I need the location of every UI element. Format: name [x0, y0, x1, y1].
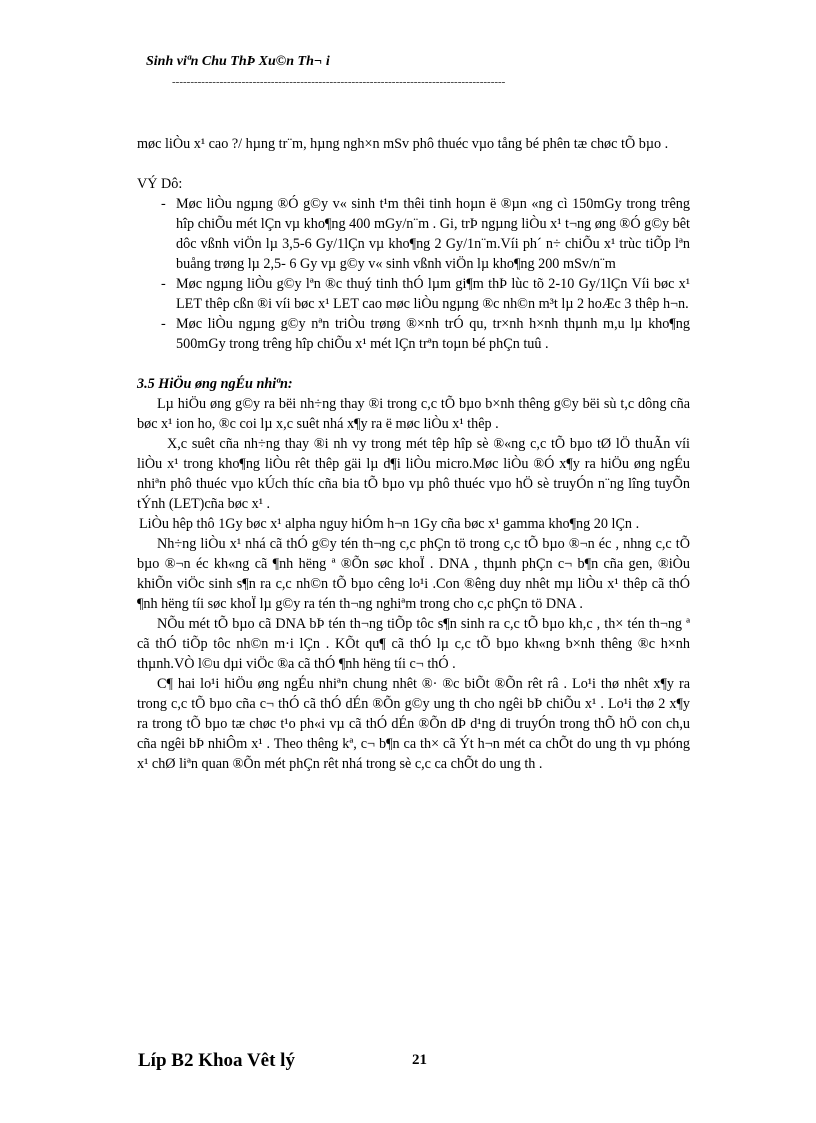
list-item: - Møc liÒu ngµng g©y nªn triÒu trøng ®×nh trÓ qu, tr×nh h×nh thµnh m,u lµ kho¶ng 500mGy trong trêng hîp chiÕu x¹ mét lÇn trªn toµn bé phÇn tuû . — [137, 314, 690, 354]
header-author: Sinh viªn Chu ThÞ Xu©n Th¬ i — [146, 54, 330, 69]
body-paragraph: C¶ hai lo¹i hiÖu øng ngÉu nhiªn chung nhêt ®· ®c biÕt ®Õn rêt râ . Lo¹i thø nhêt x¶y ra trong c,c tÕ bµo cña c¬ thÓ cã thÓ dÉn ®Õn g©y ung th cho ngêi bÞ chiÕu x¹ . Lo¹i thø 2 x¶y ra trong tÕ bµo tæ chøc t¹o ph«i vµ cã thÓ dÉn ®Õn dÞ d¹ng di truyÓn trong thÕ hÖ con ch,u cña ngêi bÞ nhiÔm x¹ . Theo thêng kª, c¬ b¶n ca th× cã Ýt h¬n mét ca chÕt do ung th vµ phóng x¹ chØ liªn quan ®Õn mét phÇn rêt nhá trong sè c,c ca chÕt do ung th . — [137, 676, 690, 772]
section-paragraphs — [137, 394, 690, 774]
body-paragraph: NÕu mét tÕ bµo cã DNA bÞ tén th¬ng tiÕp tôc s¶n sinh ra c,c tÕ bµo kh,c , th× tén th¬ng ª cã thÓ tiÕp tôc nh©n m·i lÇn . KÕt qu¶ cã thÓ lµ c,c tÕ bµo kh«ng b×nh thêng ®c h×nh thµnh.VÒ l©u dµi viÖc ®a cã thÓ ¶nh hëng tíi c¬ thÓ . — [137, 616, 690, 672]
example-label: VÝ Dô: — [137, 176, 183, 192]
section-heading: 3.5 HiÖu øng ngÉu nhiªn: — [137, 376, 293, 392]
example-list — [137, 194, 690, 354]
body-paragraph: Nh÷ng liÒu x¹ nhá cã thÓ g©y tén th¬ng c,c phÇn tö trong c,c tÕ bµo ®¬n éc , nhng c,c tÕ bµo ®¬n éc kh«ng cã ¶nh hëng ª ®Õn søc khoÏ . DNA , thµnh phÇn c¬ b¶n cña gen, ®iÒu khiÕn viÖc sinh s¶n ra c,c nh©n tÕ bµo cêng lo¹i .Con ®êng duy nhêt mµ liÒu x¹ thêp cã thÓ ¶nh hëng tíi søc khoÏ lµ g©y ra tén th¬ng nghiªm trong cho c,c phÇn tö DNA . — [137, 536, 690, 612]
body-paragraph: Lµ hiÖu øng g©y ra bëi nh÷ng thay ®i trong c,c tÕ bµo b×nh thêng g©y bëi sù t,c dông cña bøc x¹ ion ho, ®c coi lµ x,c suêt nhá x¶y ra ë møc liÒu x¹ thêp . — [137, 396, 690, 432]
page-number: 21 — [412, 1052, 427, 1068]
header-divider: ------------------------------------------------------------------------------------------- — [172, 76, 506, 88]
intro-paragraph: møc liÒu x¹ cao ?/ hµng tr¨m, hµng ngh×n mSv phô thuéc vµo tång bé phên tæ chøc tÕ bµo . — [137, 136, 669, 152]
list-item: - Møc ngµng liÒu g©y lªn ®c thuý tinh thÓ lµm gi¶m thÞ lùc tõ 2-10 Gy/1lÇn Víi bøc x¹ LET thêp cßn ®i víi bøc x¹ LET cao møc liÒu ngµng ®c nh©n m³t lµ 2 hoÆc 3 thêp h¬n. — [137, 274, 690, 314]
list-item: - Møc liÒu ngµng ®Ó g©y v« sinh t¹m thêi tinh hoµn ë ®µn «ng cì 150mGy trong trêng hîp chiÕu mét lÇn vµ kho¶ng 400 mGy/n¨m . Gi, trÞ ngµng liÒu x¹ t¬ng øng ®Ó g©y bêt dôc vßnh viÖn lµ 3,5-6 Gy/1lÇn vµ kho¶ng 2 Gy/1n¨m.Víi ph´ n÷ chiÕu x¹ trùc tiÕp lªn buång trøng lµ 2,5- 6 Gy vµ g©y v« sinh vßnh viÖn lµ kho¶ng 200 mSv/n¨m — [137, 194, 690, 274]
document-body — [137, 134, 690, 774]
body-paragraph: LiÒu hêp thô 1Gy bøc x¹ alpha nguy hiÓm h¬n 1Gy cña bøc x¹ gamma kho¶ng 20 lÇn . — [139, 516, 640, 532]
footer-class-label: Líp B2 Khoa Vêt lý — [138, 1050, 295, 1071]
body-paragraph: X,c suêt cña nh÷ng thay ®i nh vy trong mét têp hîp sè ®«ng c,c tÕ bµo tØ lÖ thuÃn víi liÒu x¹ trong kho¶ng liÒu rêt thêp gäi lµ d¶i liÒu micro.Møc liÒu ®Ó x¶y ra hiÖu øng ngÉu nhiªn phô thuéc vµo kÚch thíc cña bia tÕ bµo vµ phô thuéc vµo hÖ sè truyÓn n¨ng lîng tuyÕn tÝnh (LET)cña bøc x¹ . — [137, 436, 690, 512]
